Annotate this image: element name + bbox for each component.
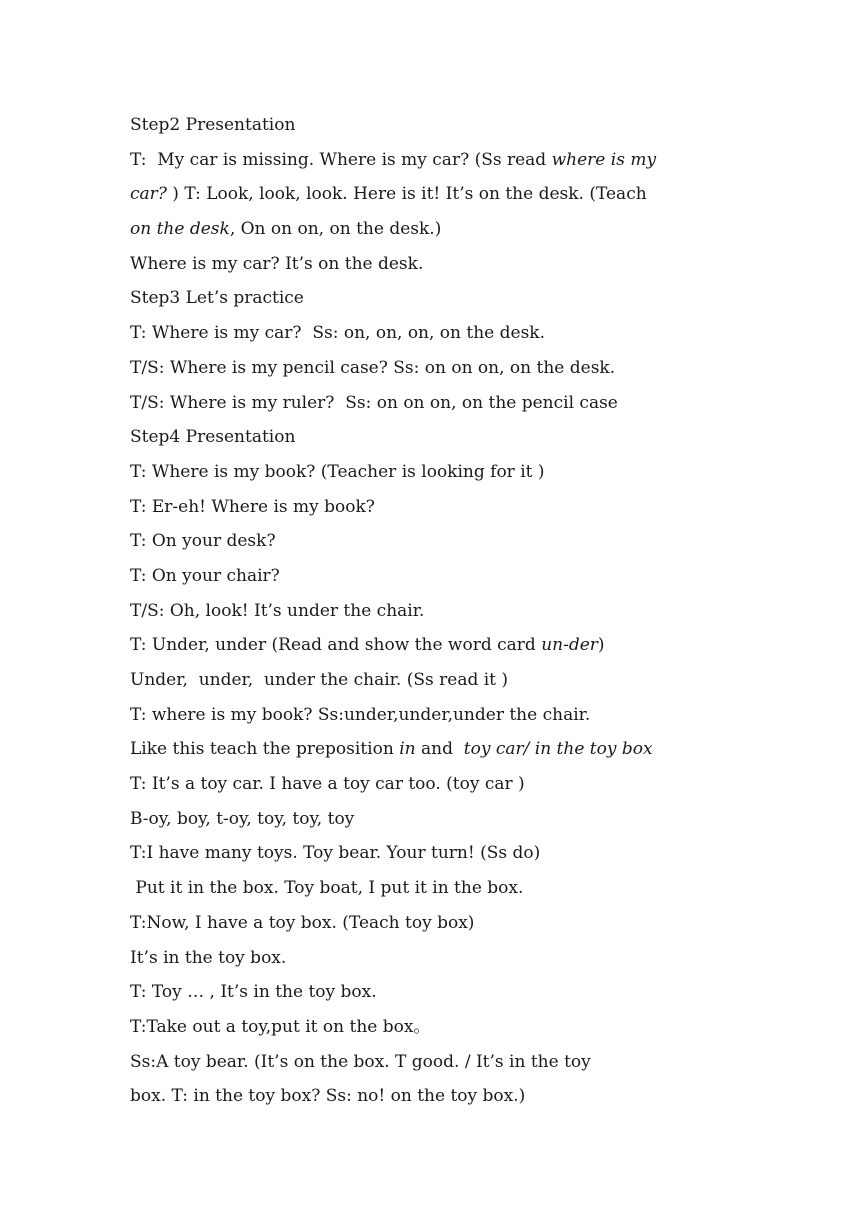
italic-text-segment: un-der	[541, 635, 598, 656]
italic-text-segment: on the desk	[130, 219, 230, 240]
text-line	[130, 177, 750, 212]
text-line	[130, 1079, 750, 1114]
text-segment: )	[597, 635, 605, 656]
text-segment: T:Take out a toy,put it on the box。	[130, 1016, 431, 1037]
document-body	[130, 108, 750, 1114]
text-segment: Like this teach the preposition	[130, 739, 400, 760]
text-segment: Put it in the box. Toy boat, I put it in the box.	[130, 878, 524, 899]
text-segment: , On on on, on the desk.)	[229, 219, 442, 240]
text-line	[130, 351, 750, 386]
text-segment: T: where is my book? Ss:under,under,under the chair.	[130, 704, 591, 725]
text-line	[130, 490, 750, 525]
text-line	[130, 836, 750, 871]
text-segment: T:Now, I have a toy box. (Teach toy box)	[130, 912, 475, 933]
text-segment: box. T: in the toy box? Ss: no! on the toy box.)	[130, 1086, 526, 1107]
text-line	[130, 941, 750, 976]
text-segment: T: Where is my book? (Teacher is looking for it )	[130, 461, 545, 482]
text-segment: and	[415, 739, 464, 760]
text-segment: ) T: Look, look, look. Here is it! It’s on the desk. (Teach	[166, 184, 647, 205]
text-line	[130, 524, 750, 559]
text-line	[130, 559, 750, 594]
text-line	[130, 698, 750, 733]
text-line	[130, 802, 750, 837]
text-segment: It’s in the toy box.	[130, 947, 287, 968]
text-segment: T/S: Oh, look! It’s under the chair.	[130, 600, 425, 621]
text-segment: Step4 Presentation	[130, 427, 296, 448]
italic-text-segment: car?	[130, 184, 167, 205]
text-line	[130, 316, 750, 351]
text-line	[130, 108, 750, 143]
text-line	[130, 628, 750, 663]
text-line	[130, 247, 750, 282]
text-segment: Step3 Let’s practice	[130, 288, 304, 309]
text-line	[130, 420, 750, 455]
text-line	[130, 975, 750, 1010]
text-line	[130, 455, 750, 490]
text-segment: T: Toy … , It’s in the toy box.	[130, 982, 377, 1003]
text-segment: T: Er-eh! Where is my book?	[130, 496, 375, 517]
text-segment: T: It’s a toy car. I have a toy car too. (toy car )	[130, 774, 525, 795]
text-segment: T:I have many toys. Toy bear. Your turn! (Ss do)	[130, 843, 541, 864]
text-line	[130, 871, 750, 906]
text-segment: T/S: Where is my pencil case? Ss: on on on, on the desk.	[130, 357, 616, 378]
text-line	[130, 143, 750, 178]
text-segment: T: My car is missing. Where is my car? (Ss read	[130, 149, 552, 170]
text-segment: Under, under, under the chair. (Ss read it )	[130, 670, 509, 690]
text-segment: T: On your desk?	[130, 531, 276, 552]
text-line	[130, 386, 750, 421]
text-segment: T: On your chair?	[130, 565, 280, 586]
text-segment: Where is my car? It’s on the desk.	[130, 253, 424, 274]
text-segment: B-oy, boy, t-oy, toy, toy, toy	[130, 808, 355, 829]
italic-text-segment: toy car/ in the toy box	[463, 739, 653, 760]
text-line	[130, 906, 750, 941]
text-segment: T/S: Where is my ruler? Ss: on on on, on the pencil case	[130, 392, 618, 413]
text-line	[130, 663, 750, 698]
text-line	[130, 767, 750, 802]
text-segment: T: Where is my car? Ss: on, on, on, on the desk.	[130, 323, 546, 344]
text-segment: Ss:A toy bear. (It’s on the box. T good. / It’s in the toy	[130, 1051, 591, 1072]
text-line	[130, 1010, 750, 1045]
italic-text-segment: where is my	[551, 149, 657, 170]
text-line	[130, 212, 750, 247]
text-line	[130, 594, 750, 629]
italic-text-segment: in	[399, 739, 416, 760]
text-line	[130, 1045, 750, 1080]
text-segment: T: Under, under (Read and show the word card	[130, 635, 542, 656]
text-line	[130, 281, 750, 316]
text-line	[130, 732, 750, 767]
text-segment: Step2 Presentation	[130, 115, 296, 135]
